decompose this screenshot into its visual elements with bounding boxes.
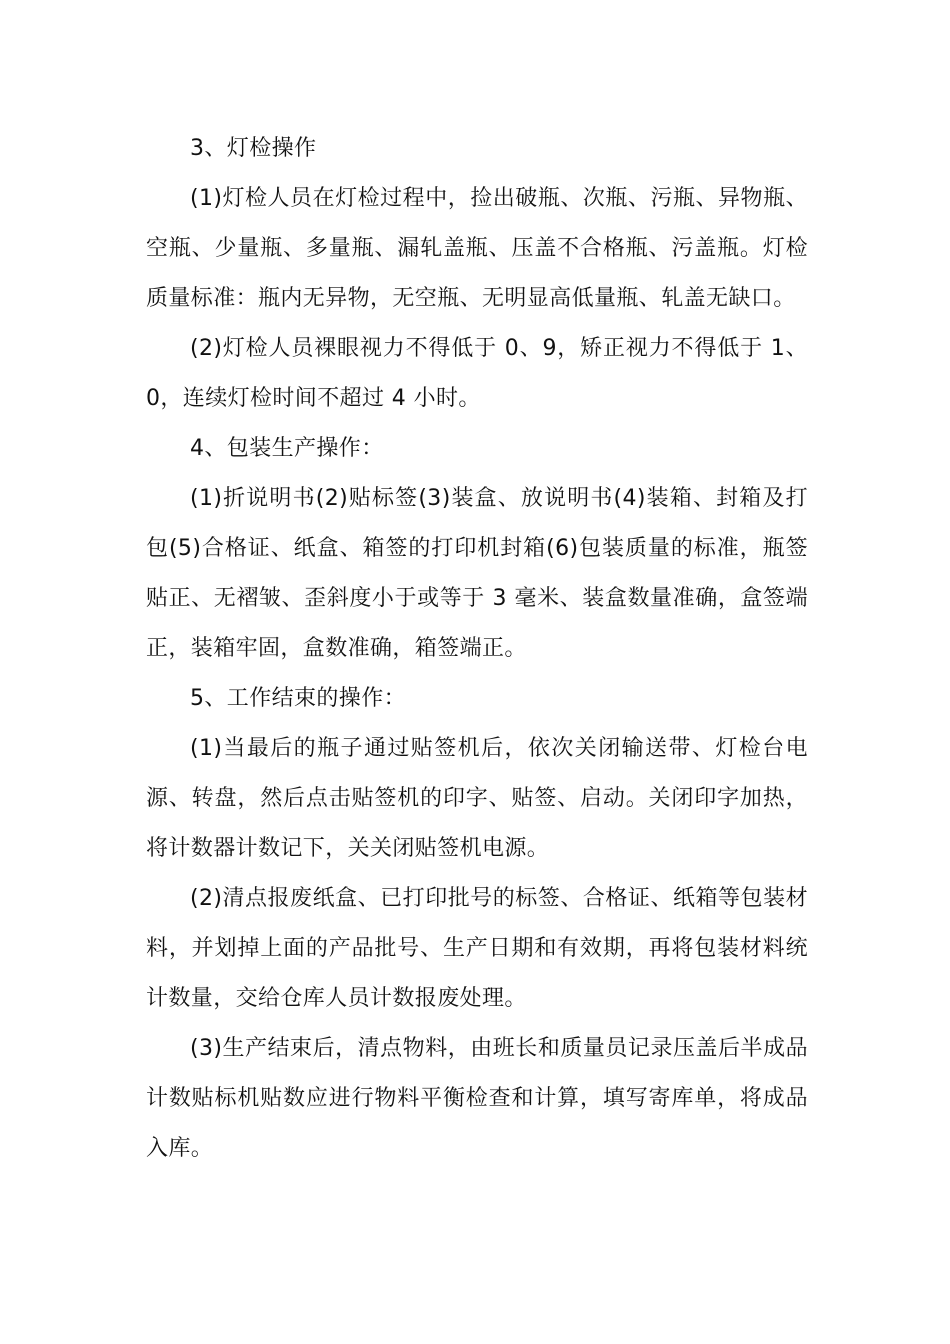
paragraph-light-inspection-1: (1)灯检人员在灯检过程中，捡出破瓶、次瓶、污瓶、异物瓶、空瓶、少量瓶、多量瓶、漏轧盖瓶、压盖不合格瓶、污盖瓶。灯检质量标准：瓶内无异物，无空瓶、无明显高低量瓶、轧盖无缺口。	[146, 186, 808, 311]
document-body	[146, 124, 808, 1174]
paragraph-light-inspection-2: (2)灯检人员裸眼视力不得低于 0、9，矫正视力不得低于 1、0，连续灯检时间不超过 4 小时。	[146, 336, 808, 411]
section-heading-packaging: 4、包装生产操作：	[190, 436, 384, 461]
section-heading-work-end: 5、工作结束的操作：	[190, 686, 406, 711]
paragraph-work-end-3: (3)生产结束后，清点物料，由班长和质量员记录压盖后半成品计数贴标机贴数应进行物料平衡检查和计算，填写寄库单，将成品入库。	[146, 1036, 808, 1161]
section-heading-light-inspection: 3、灯检操作	[190, 136, 317, 161]
paragraph-packaging-1: (1)折说明书(2)贴标签(3)装盒、放说明书(4)装箱、封箱及打包(5)合格证、纸盒、箱签的打印机封箱(6)包装质量的标准，瓶签贴正、无褶皱、歪斜度小于或等于 3 毫米、装盒数量准确，盒签端正，装箱牢固，盒数准确，箱签端正。	[146, 486, 808, 661]
paragraph-work-end-1: (1)当最后的瓶子通过贴签机后，依次关闭输送带、灯检台电源、转盘，然后点击贴签机的印字、贴签、启动。关闭印字加热，将计数器计数记下，关关闭贴签机电源。	[146, 736, 808, 861]
paragraph-work-end-2: (2)清点报废纸盒、已打印批号的标签、合格证、纸箱等包装材料，并划掉上面的产品批号、生产日期和有效期，再将包装材料统计数量，交给仓库人员计数报废处理。	[146, 886, 808, 1011]
